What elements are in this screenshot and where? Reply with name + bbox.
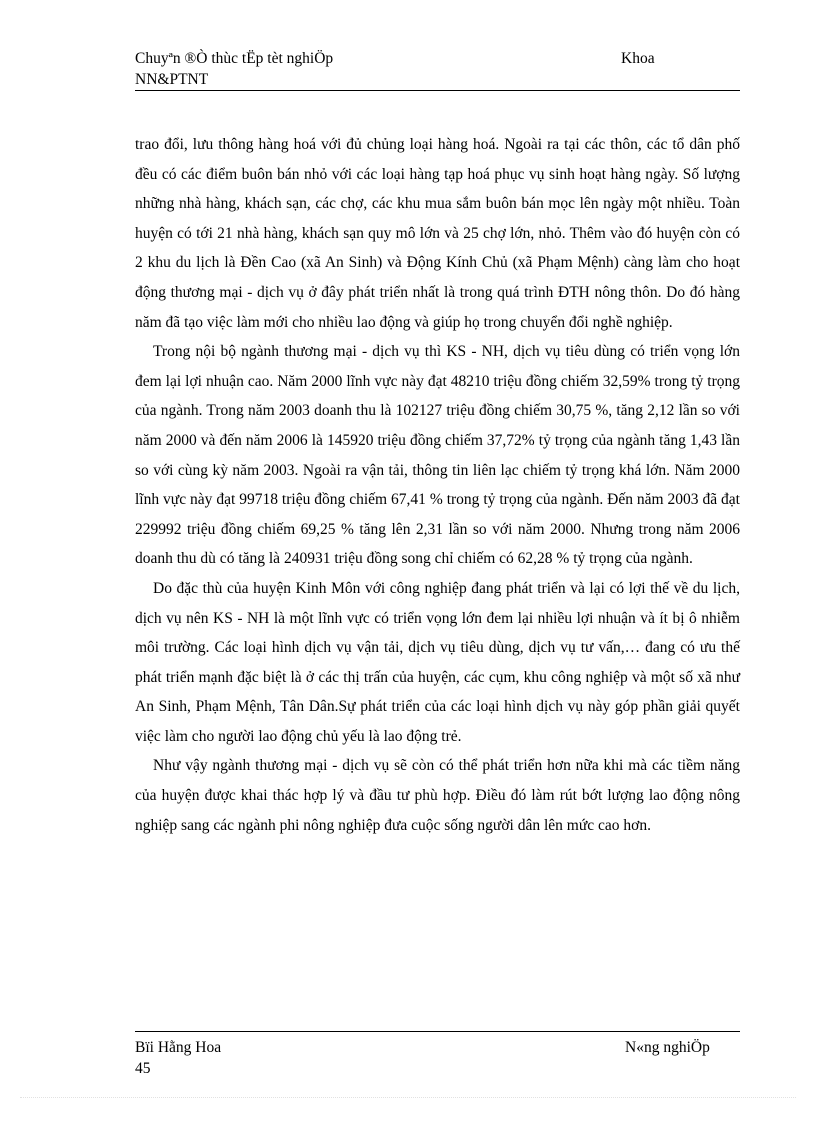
page-number: 45 xyxy=(135,1060,151,1077)
page-footer xyxy=(135,1037,740,1079)
header-title-right: Khoa xyxy=(621,50,655,67)
footer-row-2 xyxy=(135,1058,740,1079)
footer-author: Bïi Hằng Hoa xyxy=(135,1039,222,1056)
document-body xyxy=(135,130,740,840)
paragraph-1: trao đổi, lưu thông hàng hoá với đủ chủng loại hàng hoá. Ngoài ra tại các thôn, các tổ dân phố đều có các điểm buôn bán nhỏ với các loại hàng tạp hoá phục vụ sinh hoạt hàng ngày. Số lượng những nhà hàng, khách sạn, các chợ, các khu mua sắm buôn bán mọc lên ngày một nhiều. Toàn huyện có tới 21 nhà hàng, khách sạn quy mô lớn và 25 chợ lớn, nhỏ. Thêm vào đó huyện còn có 2 khu du lịch là Đền Cao (xã An Sinh) và Động Kính Chủ (xã Phạm Mệnh) càng làm cho hoạt động thương mại - dịch vụ ở đây phát triển nhất là trong quá trình ĐTH nông thôn. Do đó hàng năm đã tạo việc làm mới cho nhiều lao động và giúp họ trong chuyển đổi nghề nghiệp. xyxy=(135,136,740,331)
footer-divider xyxy=(135,1031,740,1032)
header-title-line2: NN&PTNT xyxy=(135,71,209,88)
header-row-2 xyxy=(135,69,740,90)
page-edge-divider xyxy=(20,1097,796,1098)
paragraph-2: Trong nội bộ ngành thương mại - dịch vụ thì KS - NH, dịch vụ tiêu dùng có triển vọng lớn đem lại lợi nhuận cao. Năm 2000 lĩnh vực này đạt 48210 triệu đồng chiếm 32,59% trong tỷ trọng của ngành. Trong năm 2003 doanh thu là 102127 triệu đồng chiếm 30,75 %, tăng 2,12 lần so với năm 2000 và đến năm 2006 là 145920 triệu đồng chiếm 37,72% tỷ trọng của ngành tăng 1,43 lần so với cùng kỳ năm 2003. Ngoài ra vận tải, thông tin liên lạc chiếm tỷ trọng khá lớn. Năm 2000 lĩnh vực này đạt 99718 triệu đồng chiếm 67,41 % trong tỷ trọng của ngành. Đến năm 2003 đã đạt 229992 triệu đồng chiếm 69,25 % tăng lên 2,31 lần so với năm 2000. Nhưng trong năm 2006 doanh thu dù có tăng là 240931 triệu đồng song chỉ chiếm có 62,28 % tỷ trọng của ngành. xyxy=(135,343,740,568)
header-divider xyxy=(135,90,740,91)
paragraph-4: Như vậy ngành thương mại - dịch vụ sẽ còn có thể phát triển hơn nữa khi mà các tiềm năng của huyện được khai thác hợp lý và đầu tư phù hợp. Điều đó làm rút bớt lượng lao động nông nghiệp sang các ngành phi nông nghiệp đưa cuộc sống người dân lên mức cao hơn. xyxy=(135,757,740,834)
page-header xyxy=(135,48,740,90)
header-title-left: Chuyªn ®Ò thùc tËp tèt nghiÖp xyxy=(135,50,334,67)
footer-department: N«ng nghiÖp xyxy=(625,1039,710,1056)
header-row-1 xyxy=(135,48,740,69)
paragraph-3: Do đặc thù của huyện Kinh Môn với công nghiệp đang phát triển và lại có lợi thế về du lịch, dịch vụ nên KS - NH là một lĩnh vực có triển vọng lớn đem lại nhiều lợi nhuận và ít bị ô nhiễm môi trường. Các loại hình dịch vụ vận tải, dịch vụ tiêu dùng, dịch vụ tư vấn,… đang có ưu thế phát triển mạnh đặc biệt là ở các thị trấn của huyện, các cụm, khu công nghiệp và một số xã như An Sinh, Phạm Mệnh, Tân Dân.Sự phát triển của các loại hình dịch vụ này góp phần giải quyết việc làm cho người lao động chủ yếu là lao động trẻ. xyxy=(135,579,740,745)
footer-row-1 xyxy=(135,1037,740,1058)
